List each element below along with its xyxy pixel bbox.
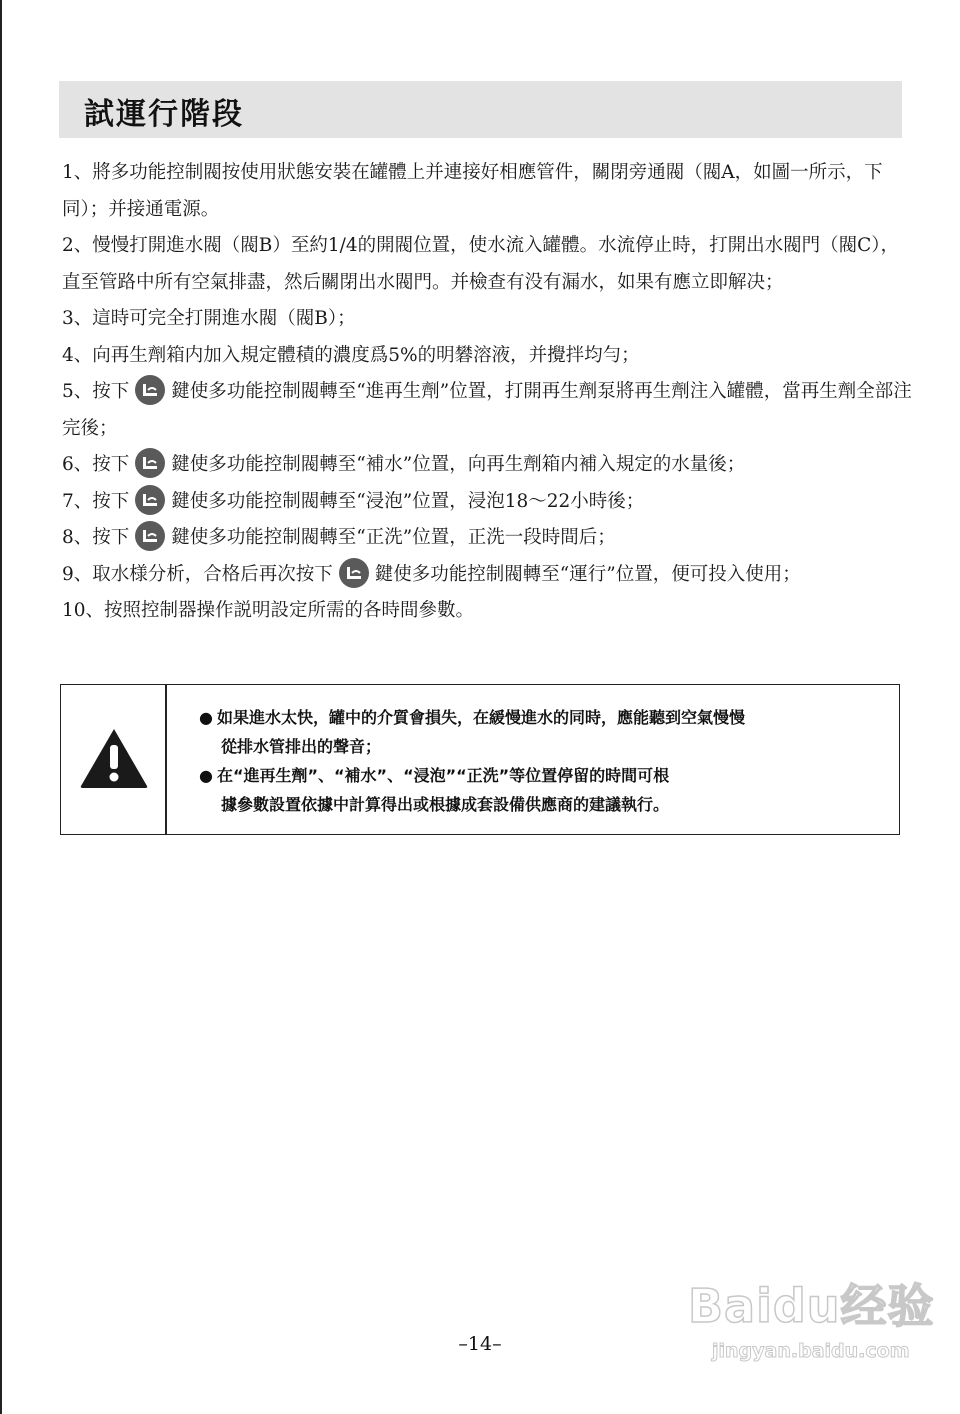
step-item [62,484,912,521]
step-text: 8、按下 [62,527,130,548]
step-item [62,557,912,594]
step-text: 9、取水様分析，合格后再次按下 [62,563,333,585]
warning-triangle-icon [79,727,149,793]
step-text: 5、按下 [62,381,130,402]
watermark-url: jingyan.baidu.com [712,1340,910,1362]
note-text: 據參數設置依據中計算得出或根據成套設備供應商的建議執行。 [221,795,670,814]
bullet: ● [199,708,213,727]
step-item [62,228,912,301]
valve-key-icon [135,448,165,478]
step-item [62,338,912,375]
warning-notes [199,703,889,819]
step-text: 鍵使多功能控制閥轉至“補水”位置，向再生劑箱内補入規定的水量後； [171,454,746,475]
step-item [62,593,912,630]
step-text: 鍵使多功能控制閥轉至“運行”位置，便可投入使用； [374,563,801,585]
step-text: 10、按照控制器操作説明設定所需的各時間參數。 [62,600,475,621]
section-header [59,81,902,138]
step-text: 4、向再生劑箱内加入規定體積的濃度爲5%的明礬溶液，并攪拌均勻； [62,344,640,366]
step-item [62,374,912,447]
valve-key-icon [135,485,165,515]
step-text: 鍵使多功能控制閥轉至“正洗”位置，正洗一段時間后； [171,527,616,548]
step-text: 1、將多功能控制閥按使用狀態安裝在罐體上并連接好相應管件，關閉旁通閥（閥A，如圖一所示，下同）；并接通電源。 [62,162,883,220]
note-text: 在“進再生劑”、“補水”、“浸泡”“正洗”等位置停留的時間可根 [217,766,670,785]
watermark-logo: Baidu经验 [688,1279,935,1333]
bullet: ● [199,766,213,785]
step-item [62,301,912,338]
valve-key-icon [339,558,369,588]
step-text: 7、按下 [62,490,130,512]
divider [165,685,167,834]
step-text: 鍵使多功能控制閥轉至“進再生劑”位置，打開再生劑泵將再生劑注入罐體，當再生劑全部注完後； [62,381,912,439]
valve-key-icon [135,521,165,551]
note-text: 從排水管排出的聲音； [221,737,382,756]
note-text: 如果進水太快，罐中的介質會損失，在緩慢進水的同時，應能聽到空氣慢慢 [217,708,746,727]
page-title: 試運行階段 [84,97,244,132]
warning-note [199,703,889,761]
step-item [62,447,912,484]
valve-key-icon [135,375,165,405]
page-edge [0,0,2,1414]
step-item [62,520,912,557]
step-item [62,155,912,228]
page-number: –14– [458,1333,502,1355]
step-list [62,155,912,630]
step-text: 鍵使多功能控制閥轉至“浸泡”位置，浸泡18～22小時後； [171,490,645,512]
step-text: 2、慢慢打開進水閥（閥B）至約1/4的開閥位置，使水流入罐體。水流停止時，打開出水閥門（閥C），直至管路中所有空氣排盡，然后關閉出水閥門。并檢查有没有漏水，如果有應立即解决； [62,235,900,293]
step-text: 3、這時可完全打開進水閥（閥B）； [62,308,356,329]
warning-note [199,761,889,819]
warning-box [60,684,900,835]
step-text: 6、按下 [62,454,130,475]
